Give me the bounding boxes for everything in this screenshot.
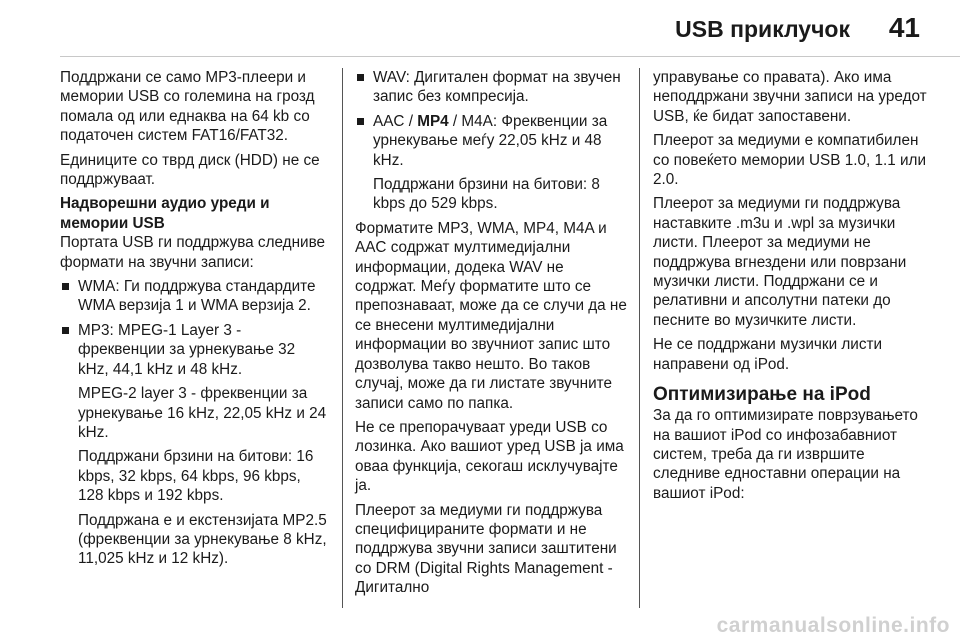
- paragraph-drm: Плеерот за медиуми ги поддржува специфицираните формати и не поддржува звучни записи заштитени со DRM (Digital Rights Management - Дигитално: [355, 501, 617, 597]
- bullet-aac: [355, 112, 627, 170]
- paragraph-ipod-optimize: За да го оптимизирате поврзувањето на вашиот iPod со инфозабавниот систем, треба да ги извршите следниве едноставни операции на вашиот iPod:: [653, 407, 918, 502]
- bullet-mp3: MP3: MPEG-1 Layer 3 - фреквенции за урнекување 32 kHz, 44,1 kHz и 48 kHz.: [60, 321, 328, 379]
- aac-description: / M4A: Фреквенции за урнекување меѓу 22,05 kHz и 48 kHz.: [373, 112, 608, 169]
- paragraph-mp3-bitrates: Поддржани брзини на битови: 16 kbps, 32 kbps, 64 kbps, 96 kbps, 128 kbps и 192 kbps.: [78, 448, 314, 505]
- page-header: [0, 0, 960, 56]
- column-2: [355, 68, 627, 603]
- watermark: carmanualsonline.info: [716, 614, 950, 637]
- paragraph-multimedia-info: Форматите MP3, WMA, MP4, M4A и AAC содржат мултимедијални информации, додека WAV не содржат. Меѓу форматите што се препознаваат, може да се случи да не се внесени мултимедијални информации во звучниот запис што дозволува такво нешто. Во таков случај, може да ги листате звучните записи само по папка.: [355, 219, 627, 412]
- paragraph-usb-compat: Плеерот за медиуми е компатибилен со повеќето мемории USB 1.0, 1.1 или 2.0.: [653, 132, 927, 189]
- paragraph-hdd-unsupported: Единиците со тврд диск (HDD) не се поддржуваат.: [60, 151, 320, 189]
- paragraph-aac-bitrates: Поддржани брзини на битови: 8 kbps до 529 kbps.: [373, 176, 600, 213]
- column-3: [653, 68, 933, 508]
- paragraph-ipod-playlists: Не се поддржани музички листи направени од iPod.: [653, 336, 883, 373]
- column-divider-1: [342, 68, 343, 608]
- header-divider: [60, 56, 960, 57]
- paragraph-mp25: Поддржана е и екстензијата MP2.5 (фреквенции за урнекување 8 kHz, 11,025 kHz и 12 kHz).: [78, 511, 327, 568]
- column-1: [60, 68, 328, 574]
- paragraph-drm-continued: управување со правата). Ако има неподдржани звучни записи на уредот USB, ќе бидат запоставени.: [653, 69, 927, 125]
- paragraph-password-devices: Не се препорачуваат уреди USB со лозинка. Ако вашиот уред USB ја има оваа функција, секогаш исклучувајте ја.: [355, 418, 624, 495]
- page-title: USB приклучок: [675, 16, 850, 42]
- paragraph-playlists: Плеерот за медиуми ги поддржува наставките .m3u и .wpl за музички листи. Плеерот за медиуми не поддржува вгнездени или поврзани музички листи. Поддржани се и релативни и апсолутни патеки до песните во музичките листи.: [653, 195, 907, 329]
- paragraph-supported-players: Поддржани се само MP3-плеери и мемории USB со големина на грозд помала од или еднаква на 64 kb со податочен систем FAT16/FAT32.: [60, 69, 315, 145]
- column-divider-2: [639, 68, 640, 608]
- mp4-label-bold: MP4: [417, 112, 449, 130]
- bullet-wma: WMA: Ги поддржува стандардите WMA верзија 1 и WMA верзија 2.: [60, 277, 328, 316]
- subheading-external-devices: Надворешни аудио уреди и мемории USB: [60, 195, 270, 232]
- section-title-ipod: Оптимизирање на iPod: [653, 384, 871, 406]
- aac-label: AAC /: [373, 112, 418, 130]
- bullet-wav: WAV: Дигитален формат на звучен запис без компресија.: [355, 68, 627, 107]
- page-number: 41: [888, 12, 920, 43]
- paragraph-formats-intro: Портата USB ги поддржува следниве формати на звучни записи:: [60, 234, 326, 271]
- paragraph-mpeg2: MPEG-2 layer 3 - фреквенции за урнекување 16 kHz, 22,05 kHz и 24 kHz.: [78, 385, 327, 441]
